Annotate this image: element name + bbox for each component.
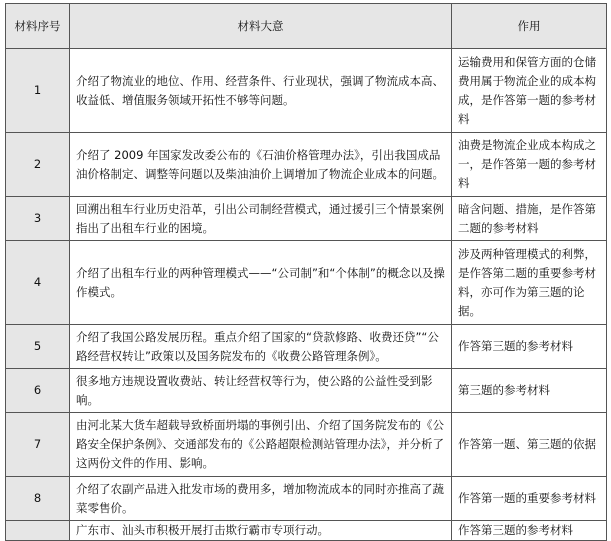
row-number: 8: [6, 477, 70, 521]
row-summary: 由河北某大货车超载导致桥面坍塌的事例引出、介绍了国务院发布的《公路安全保护条例》、交通部发布的《公路超限检测站管理办法》，并分析了这两份文件的作用、影响。: [70, 413, 452, 477]
materials-table: [5, 3, 607, 541]
row-summary: 介绍了我国公路发展历程。重点介绍了国家的“贷款修路、收费还贷”“公路经营权转让”政策以及国务院发布的《收费公路管理条例》。: [70, 325, 452, 369]
table-row: [6, 413, 607, 477]
row-number: 2: [6, 133, 70, 197]
row-number: 4: [6, 241, 70, 325]
row-use: 涉及两种管理模式的利弊，是作答第二题的重要参考材料，亦可作为第三题的论据。: [452, 241, 607, 325]
row-number: 3: [6, 197, 70, 241]
row-summary: 回溯出租车行业历史沿革，引出公司制经营模式，通过援引三个情景案例指出了出租车行业的困境。: [70, 197, 452, 241]
row-number: 5: [6, 325, 70, 369]
row-use: 第三题的参考材料: [452, 369, 607, 413]
row-use: 作答第一题、第三题的依据: [452, 413, 607, 477]
header-material-summary: 材料大意: [70, 4, 452, 49]
table-row: [6, 325, 607, 369]
row-summary: 介绍了 2009 年国家发改委公布的《石油价格管理办法》，引出我国成品油价格制定、调整等问题以及柴油油价上调增加了物流企业成本的问题。: [70, 133, 452, 197]
header-material-number: 材料序号: [6, 4, 70, 49]
row-use: 作答第三题的参考材料: [452, 325, 607, 369]
header-row: [6, 4, 607, 49]
row-summary: 很多地方违规设置收费站、转让经营权等行为，使公路的公益性受到影响。: [70, 369, 452, 413]
row-number: 6: [6, 369, 70, 413]
table-row: [6, 241, 607, 325]
row-number: 7: [6, 413, 70, 477]
row-summary: 介绍了出租车行业的两种管理模式——“公司制”和“个体制”的概念以及操作模式。: [70, 241, 452, 325]
table-row: [6, 477, 607, 521]
table-row: [6, 197, 607, 241]
row-use: 作答第一题的重要参考材料: [452, 477, 607, 521]
table-row: [6, 133, 607, 197]
row-use: 暗含问题、措施，是作答第二题的参考材料: [452, 197, 607, 241]
row-use: 作答第三题的参考材料: [452, 521, 607, 541]
table-row: [6, 369, 607, 413]
row-summary: 广东市、汕头市积极开展打击欺行霸市专项行动。: [70, 521, 452, 541]
row-use: 运输费用和保管方面的仓储费用属于物流企业的成本构成，是作答第一题的参考材料: [452, 49, 607, 133]
row-number: 1: [6, 49, 70, 133]
row-summary: 介绍了农副产品进入批发市场的费用多，增加物流成本的同时亦推高了蔬菜零售价。: [70, 477, 452, 521]
table-row: [6, 49, 607, 133]
row-summary: 介绍了物流业的地位、作用、经营条件、行业现状，强调了物流成本高、收益低、增值服务领域开拓性不够等问题。: [70, 49, 452, 133]
row-use: 油费是物流企业成本构成之一，是作答第一题的参考材料: [452, 133, 607, 197]
header-material-use: 作用: [452, 4, 607, 49]
